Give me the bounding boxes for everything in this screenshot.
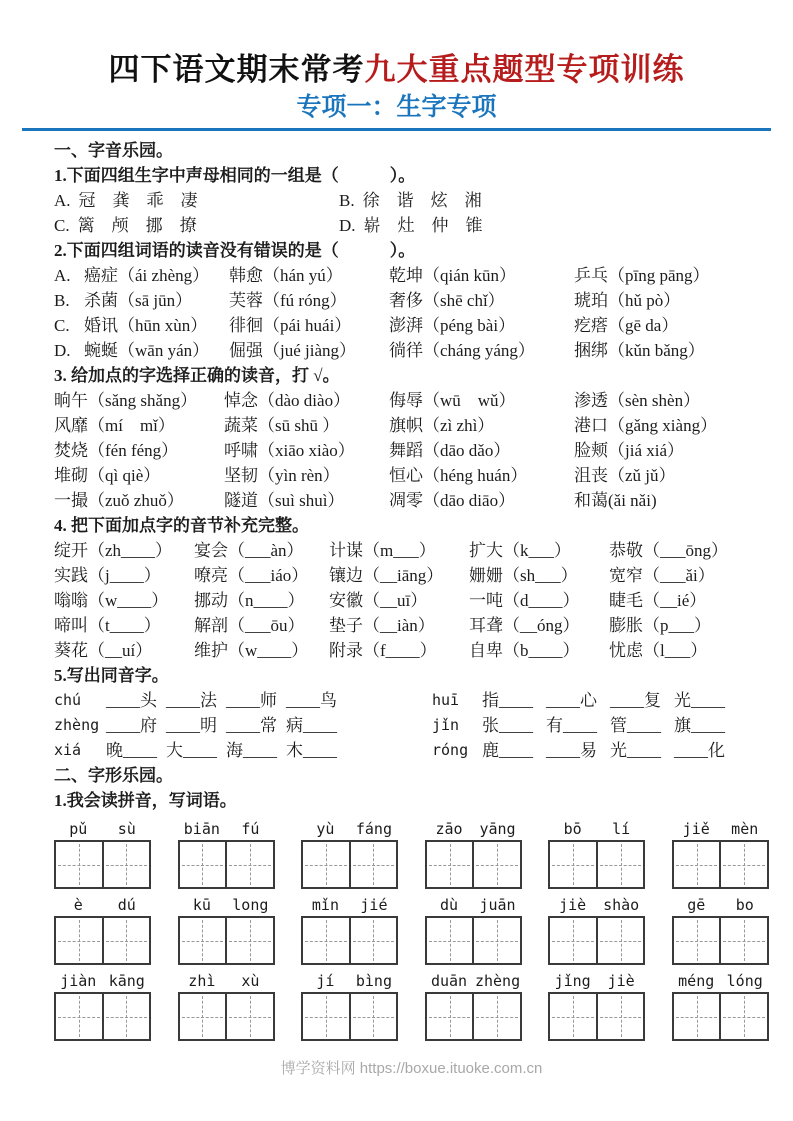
writing-cell[interactable] [721,918,767,963]
q2-option-row [54,313,769,338]
pinyin-label [425,819,522,840]
pinyin-label [301,895,398,916]
writing-cell[interactable] [227,918,273,963]
homophone-blank: ____心 [546,691,597,710]
writing-boxes[interactable] [54,916,151,965]
writing-cell[interactable] [56,842,104,887]
writing-cell[interactable] [474,918,520,963]
pinyin-word-group [178,971,275,1041]
pinyin-syllable: zhèng [474,972,521,990]
q4-row [54,638,769,663]
pinyin-syllable: yāng [479,820,516,838]
homophone-blank: 有____ [546,716,597,735]
pinyin-word-group [178,895,275,965]
syllable-blank: 葵花（__uí） [54,641,153,660]
writing-cell[interactable] [427,994,475,1039]
writing-boxes[interactable] [301,916,398,965]
homophone-blank: 病____ [286,716,337,735]
pinyin-syllable: gē [687,896,706,914]
option-label: B. [339,191,355,210]
q1-option-D [339,213,769,238]
option-label: B. [54,291,70,310]
homophone-blank: ____鸟 [286,691,337,710]
option-text: 徐 谐 炫 湘 [362,191,482,210]
q1-stem: 1.下面四组生字中声母相同的一组是（ ）。 [54,166,416,185]
syllable-blank: 绽开（zh____） [54,541,173,560]
word-reading: 旗帜（zì zhì） [389,416,495,435]
q2-option-row [54,288,769,313]
syllable-blank: 一吨（d____） [469,591,580,610]
word-reading: 乾坤（qián kūn） [389,266,517,285]
pinyin-label: zhèng [54,716,100,734]
syllable-blank: 自卑（b____） [469,641,580,660]
pinyin-syllable: jiàn [60,972,97,990]
q5-row [54,738,769,763]
q4-row [54,563,769,588]
q4-stem: 4. 把下面加点字的音节补充完整。 [54,516,309,535]
q2-option-row [54,263,769,288]
writing-row [54,971,769,1041]
homophone-blank: 晚____ [106,741,157,760]
writing-boxes[interactable] [548,992,645,1041]
word-reading: 侮辱（wū wǔ） [389,391,516,410]
pinyin-word-group [425,895,522,965]
syllable-blank: 计谋（m___） [329,541,436,560]
homophone-blank: 张____ [482,716,533,735]
writing-boxes[interactable] [672,840,769,889]
q1-option-C [54,213,339,238]
writing-cell[interactable] [227,842,273,887]
writing-boxes[interactable] [548,840,645,889]
option-label: C. [54,316,70,335]
pinyin-syllable: bō [563,820,582,838]
word-reading: 蜿蜒（wān yán） [84,341,210,360]
writing-boxes[interactable] [672,916,769,965]
writing-cell[interactable] [227,994,273,1039]
pinyin-syllable: pǔ [69,820,88,838]
pinyin-syllable: lí [612,820,631,838]
word-reading: 晌午（sǎng shǎng） [54,391,198,410]
q1-option-B [339,188,769,213]
writing-cell[interactable] [180,994,228,1039]
option-label: D. [339,216,356,235]
q5-row [54,713,769,738]
writing-boxes[interactable] [301,992,398,1041]
homophone-blank: ____易 [546,741,597,760]
writing-cell[interactable] [351,918,397,963]
q5-row [54,688,769,713]
word-reading: 徘徊（pái huái） [229,316,352,335]
page-subtitle: 专项一：生字专项 [296,93,497,121]
pinyin-syllable: mèn [731,820,759,838]
pinyin-syllable: jí [316,972,335,990]
word-reading: 琥珀（hǔ pò） [574,291,681,310]
writing-boxes[interactable] [425,840,522,889]
option-label: D. [54,341,71,360]
word-reading: 风靡（mí mǐ） [54,416,175,435]
pinyin-syllable: bo [735,896,754,914]
word-reading: 悼念（dào diào） [224,391,351,410]
pinyin-word-group [54,971,151,1041]
writing-boxes[interactable] [672,992,769,1041]
syllable-blank: 膨胀（p___） [609,616,711,635]
syllable-blank: 垫子（__iàn） [329,616,435,635]
pinyin-syllable: shào [603,896,640,914]
q5-stem: 5.写出同音字。 [54,666,169,685]
word-reading: 芙蓉（fú róng） [229,291,347,310]
pinyin-syllable: duān [430,972,468,990]
writing-cell[interactable] [598,994,644,1039]
syllable-blank: 扩大（k___） [469,541,571,560]
writing-cell[interactable] [598,918,644,963]
pinyin-label [54,971,151,992]
word-reading: 坚韧（yìn rèn） [224,466,340,485]
homophone-blank: ____常 [226,716,277,735]
word-reading: 舞蹈（dāo dǎo） [389,441,511,460]
syllable-blank: 睫毛（__ié） [609,591,707,610]
writing-cell[interactable] [303,994,351,1039]
homophone-blank: 指____ [482,691,533,710]
word-reading: 和蔼(ǎi nǎi) [574,491,657,510]
homophone-blank: 鹿____ [482,741,533,760]
pinyin-syllable: zhì [188,972,216,990]
q3-row [54,438,769,463]
writing-cell[interactable] [56,918,104,963]
pinyin-label [672,971,769,992]
word-reading: 杀菌（sā jūn） [84,291,193,310]
pinyin-label [672,895,769,916]
q2-option-row [54,338,769,363]
writing-boxes[interactable] [548,916,645,965]
word-reading: 隧道（suì shuì） [224,491,345,510]
homophone-blank: ____法 [166,691,217,710]
word-reading: 疙瘩（gē da） [574,316,679,335]
word-reading: 港口（gǎng xiàng） [574,416,718,435]
writing-cell[interactable] [721,842,767,887]
pinyin-label [548,819,645,840]
word-reading: 徜徉（cháng yáng） [389,341,535,360]
word-reading: 堆砌（qì qiè） [54,466,161,485]
syllable-blank: 实践（j____） [54,566,161,585]
writing-cell[interactable] [104,994,150,1039]
pinyin-label [178,895,275,916]
writing-boxes[interactable] [178,840,275,889]
pinyin-label: huī [432,691,460,709]
pinyin-label [672,819,769,840]
syllable-blank: 啼叫（t____） [54,616,161,635]
q3-row [54,463,769,488]
pinyin-label [425,971,522,992]
syllable-blank: 耳聋（__óng） [469,616,580,635]
syllable-blank: 解剖（___ōu） [194,616,305,635]
word-reading: 乒乓（pīng pāng） [574,266,710,285]
writing-cell[interactable] [303,918,351,963]
writing-cell[interactable] [721,994,767,1039]
homophone-blank: ____复 [610,691,661,710]
writing-boxes[interactable] [425,916,522,965]
homophone-blank: ____府 [106,716,157,735]
pinyin-syllable: sù [117,820,136,838]
q4-row [54,538,769,563]
pinyin-word-group [548,819,645,889]
pinyin-syllable: è [73,896,83,914]
pinyin-syllable: mǐn [311,896,339,914]
pinyin-label: róng [432,741,469,759]
writing-boxes[interactable] [54,992,151,1041]
pinyin-syllable: dú [117,896,136,914]
homophone-blank: ____明 [166,716,217,735]
pinyin-syllable: long [232,896,269,914]
option-label: A. [54,191,71,210]
writing-cell[interactable] [427,842,475,887]
homophone-blank: 海____ [226,741,277,760]
section1-heading: 一、字音乐园。 [54,141,173,160]
pinyin-word-group [672,895,769,965]
writing-boxes[interactable] [178,916,275,965]
pinyin-label: chú [54,691,82,709]
homophone-blank: ____师 [226,691,277,710]
q2-stem: 2.下面四组词语的读音没有错误的是（ ）。 [54,241,416,260]
writing-cell[interactable] [598,842,644,887]
homophone-blank: ____头 [106,691,157,710]
pinyin-label [548,971,645,992]
pinyin-syllable: jiè [559,896,587,914]
pinyin-syllable: xù [241,972,260,990]
word-reading: 恒心（héng huán） [389,466,528,485]
writing-cell[interactable] [56,994,104,1039]
writing-boxes[interactable] [301,840,398,889]
pinyin-label: jǐn [432,716,460,734]
s2-sub-heading: 1.我会读拼音，写词语。 [54,791,237,810]
pinyin-label [301,819,398,840]
pinyin-syllable: biān [183,820,220,838]
pinyin-syllable: jié [360,896,388,914]
pinyin-syllable: bìng [355,972,392,990]
pinyin-syllable: zāo [435,820,463,838]
syllable-blank: 嗡嗡（w____） [54,591,169,610]
pinyin-word-group [425,971,522,1041]
word-reading: 婚讯（hūn xùn） [84,316,208,335]
pinyin-label [301,971,398,992]
pinyin-syllable: méng [678,972,715,990]
option-text: 篱 颅 挪 撩 [77,216,197,235]
writing-cell[interactable] [351,842,397,887]
worksheet-body [54,138,769,1078]
syllable-blank: 宴会（___àn） [194,541,304,560]
writing-cell[interactable] [303,842,351,887]
syllable-blank: 嘹亮（___iáo） [194,566,309,585]
pinyin-syllable: fáng [355,820,392,838]
word-reading: 癌症（ái zhèng） [84,266,210,285]
q1-option-A [54,188,339,213]
pinyin-word-group [672,819,769,889]
pinyin-label [425,895,522,916]
word-reading: 韩愈（hán yú） [229,266,343,285]
writing-cell[interactable] [674,918,722,963]
word-reading: 渗透（sèn shèn） [574,391,701,410]
option-label: A. [54,266,71,285]
pinyin-label [178,971,275,992]
word-reading: 凋零（dāo diāo） [389,491,516,510]
q3-row [54,413,769,438]
word-reading: 奢侈（shē chǐ） [389,291,505,310]
page-title-black: 四下语文期末常考 [108,52,365,87]
pinyin-word-group [548,971,645,1041]
writing-cell[interactable] [104,842,150,887]
word-reading: 一撮（zuǒ zhuǒ） [54,491,184,510]
word-reading: 蔬菜（sū shū ） [224,416,340,435]
pinyin-word-group [672,971,769,1041]
writing-boxes[interactable] [54,840,151,889]
pinyin-syllable: fú [241,820,260,838]
pinyin-label: xiá [54,741,82,759]
pinyin-syllable: kāng [108,972,145,990]
pinyin-syllable: kū [192,896,211,914]
homophone-blank: 木____ [286,741,337,760]
pinyin-label [548,895,645,916]
word-reading: 澎湃（péng bài） [389,316,516,335]
q1-option-row [54,213,769,238]
pinyin-syllable: dù [440,896,459,914]
page-footer: 博学资料网 https://boxue.ituoke.com.cn [280,1060,543,1077]
pinyin-syllable: juān [479,896,516,914]
writing-cell[interactable] [474,842,520,887]
page-header [0,0,793,122]
writing-boxes[interactable] [425,992,522,1041]
word-reading: 呼啸（xiāo xiào） [224,441,355,460]
pinyin-syllable: lóng [726,972,763,990]
pinyin-word-group [54,819,151,889]
syllable-blank: 姗姗（sh___） [469,566,578,585]
q4-row [54,613,769,638]
writing-cell[interactable] [180,918,228,963]
syllable-blank: 安徽（__uī） [329,591,428,610]
pinyin-word-group [301,971,398,1041]
writing-cell[interactable] [674,994,722,1039]
homophone-blank: 光____ [610,741,661,760]
pinyin-word-group [178,819,275,889]
writing-cell[interactable] [550,994,598,1039]
word-reading: 倔强（jué jiàng） [229,341,357,360]
pinyin-syllable: yù [316,820,335,838]
option-text: 崭 灶 仲 锥 [363,216,483,235]
syllable-blank: 附录（f____） [329,641,437,660]
pinyin-label [54,819,151,840]
syllable-blank: 恭敬（___ōng） [609,541,728,560]
pinyin-syllable: jiě [682,820,710,838]
pinyin-word-group [54,895,151,965]
syllable-blank: 挪动（n____） [194,591,305,610]
writing-cell[interactable] [180,842,228,887]
pinyin-word-group [301,895,398,965]
pinyin-word-group [548,895,645,965]
option-text: 冠 龚 乖 凄 [78,191,198,210]
homophone-blank: ____化 [674,741,725,760]
syllable-blank: 宽窄（___ǎi） [609,566,715,585]
word-reading: 沮丧（zǔ jǔ） [574,466,676,485]
writing-boxes[interactable] [178,992,275,1041]
q3-row [54,388,769,413]
syllable-blank: 忧虑（l___） [609,641,708,660]
section2-heading: 二、字形乐园。 [54,766,173,785]
writing-cell[interactable] [550,918,598,963]
blue-divider [22,128,771,131]
q1-option-row [54,188,769,213]
writing-row [54,819,769,889]
pinyin-word-group [301,819,398,889]
syllable-blank: 维护（w____） [194,641,309,660]
homophone-blank: 光____ [674,691,725,710]
word-reading: 脸颊（jiá xiá） [574,441,685,460]
homophone-blank: 管____ [610,716,661,735]
syllable-blank: 镶边（__iāng） [329,566,444,585]
page-title [0,50,793,90]
q4-row [54,588,769,613]
writing-cell[interactable] [104,918,150,963]
q3-row [54,488,769,513]
page-title-red: 九大重点题型专项训练 [364,52,685,87]
word-reading: 捆绑（kǔn bǎng） [574,341,705,360]
pinyin-label [178,819,275,840]
writing-cell[interactable] [474,994,520,1039]
writing-cell[interactable] [427,918,475,963]
pinyin-syllable: jǐng [554,972,591,990]
pinyin-syllable: jiè [607,972,635,990]
writing-cell[interactable] [550,842,598,887]
writing-row [54,895,769,965]
word-reading: 焚烧（fén féng） [54,441,179,460]
homophone-blank: 旗____ [674,716,725,735]
writing-cell[interactable] [351,994,397,1039]
q3-stem: 3. 给加点的字选择正确的读音，打 √。 [54,366,340,385]
pinyin-word-group [425,819,522,889]
homophone-blank: 大____ [166,741,217,760]
pinyin-label [54,895,151,916]
writing-cell[interactable] [674,842,722,887]
option-label: C. [54,216,70,235]
